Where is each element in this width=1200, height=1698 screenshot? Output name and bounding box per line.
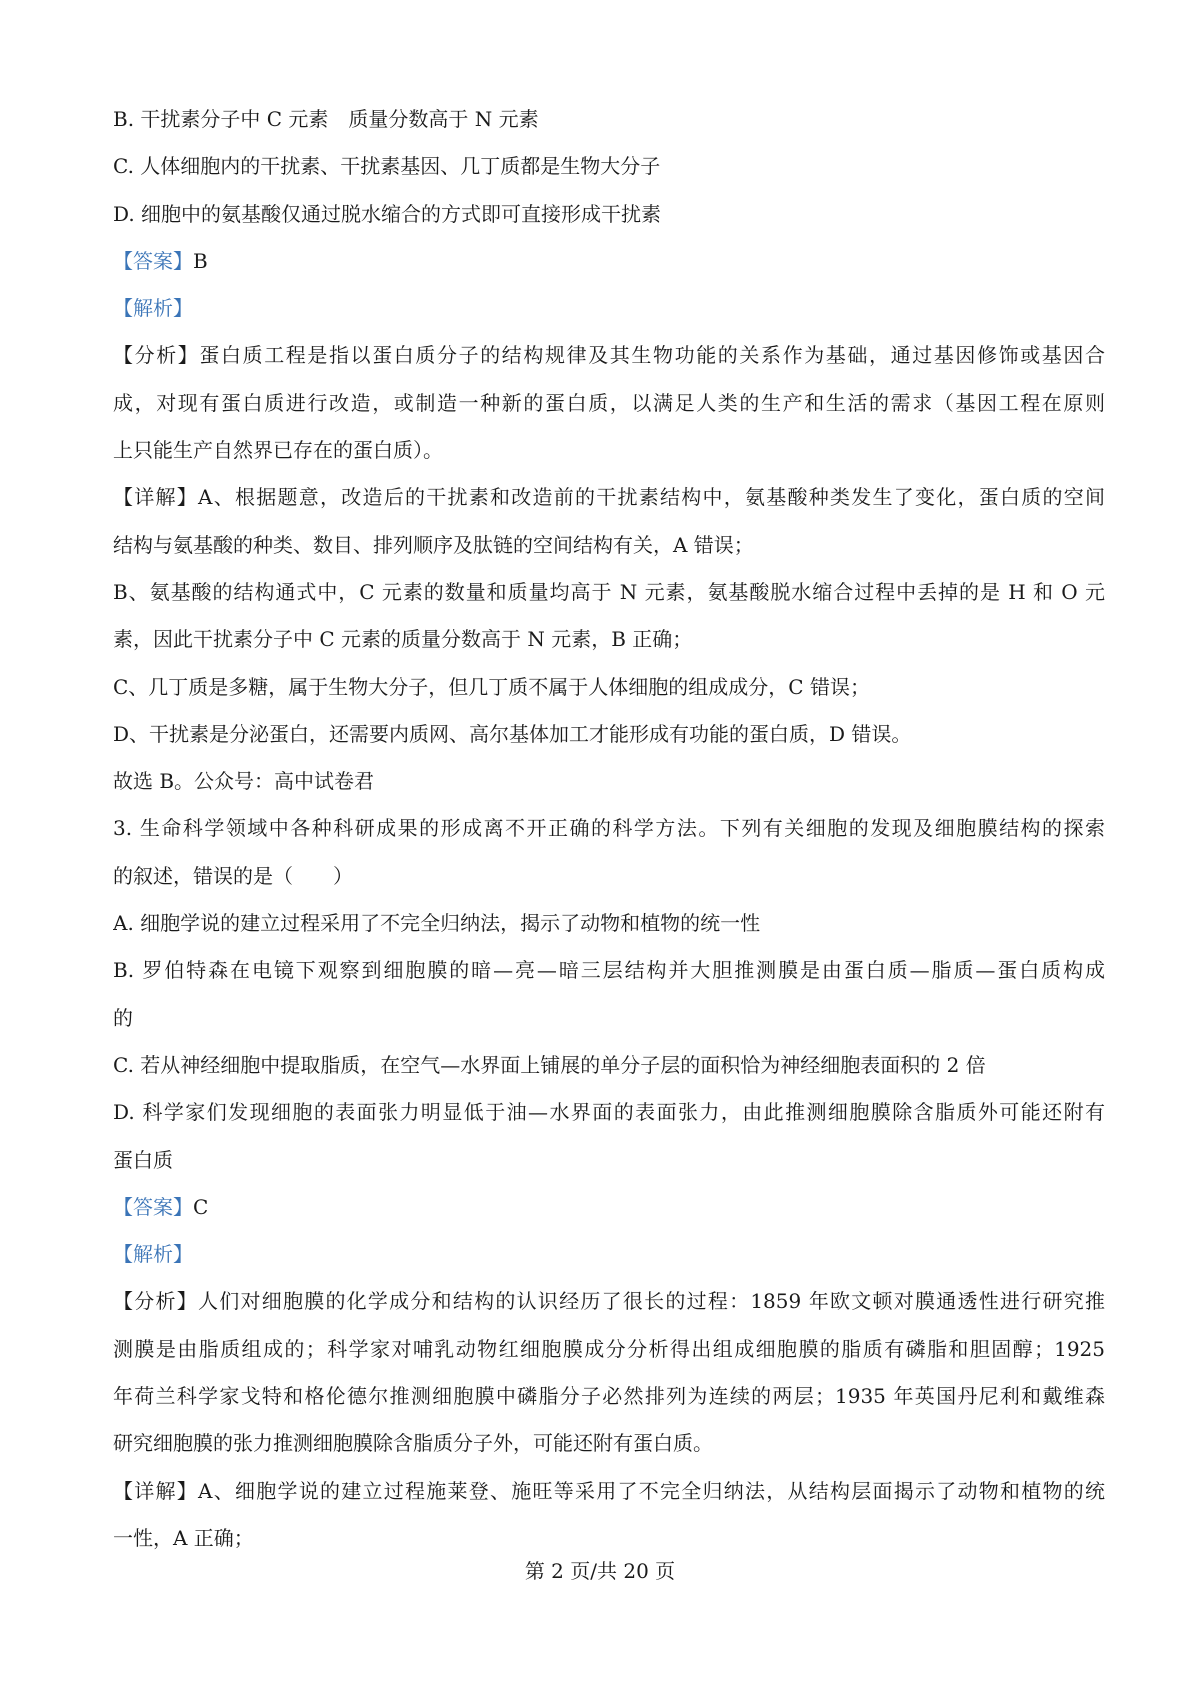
q2-option-b: B. 干扰素分子中 C 元素 质量分数高于 N 元素 xyxy=(113,107,539,131)
q3-detail-line: 【详解】A、细胞学说的建立过程施莱登、施旺等采用了不完全归纳法，从结构层面揭示了动物和植物的统 xyxy=(113,1478,1105,1503)
q3-option-c: C. 若从神经细胞中提取脂质，在空气—水界面上铺展的单分子层的面积恰为神经细胞表面积的 2 倍 xyxy=(113,1052,986,1077)
page-footer: 第 2 页/共 20 页 xyxy=(524,1559,676,1583)
q2-answer xyxy=(113,238,1105,285)
q2-option-d: D. 细胞中的氨基酸仅通过脱水缩合的方式即可直接形成干扰素 xyxy=(113,201,662,226)
q2-detail-line: C、几丁质是多糖，属于生物大分子，但几丁质不属于人体细胞的组成成分，C 错误； xyxy=(113,674,870,699)
q3-analysis-tag: 【解析】 xyxy=(113,1242,193,1267)
q3-analysis-line: 年荷兰科学家戈特和格伦德尔推测细胞膜中磷脂分子必然排列为连续的两层；1935 年英国丹尼利和戴维森 xyxy=(113,1384,1105,1409)
q3-option-b-cont: 的 xyxy=(113,1005,133,1030)
answer-tag: 【答案】 xyxy=(113,1194,193,1219)
q2-option-c: C. 人体细胞内的干扰素、干扰素基因、几丁质都是生物大分子 xyxy=(113,154,661,179)
q2-detail-line: 素，因此干扰素分子中 C 元素的质量分数高于 N 元素，B 正确； xyxy=(113,627,693,652)
q3-option-d: D. 科学家们发现细胞的表面张力明显低于油—水界面的表面张力，由此推测细胞膜除含脂质外可能还附有 xyxy=(113,1100,1105,1125)
page-content xyxy=(113,96,1105,1562)
q2-conclusion: 故选 B。公众号：高中试卷君 xyxy=(113,769,375,794)
q3-analysis-line: 研究细胞膜的张力推测细胞膜除含脂质分子外，可能还附有蛋白质。 xyxy=(113,1431,713,1456)
q2-detail-line: 【详解】A、根据题意，改造后的干扰素和改造前的干扰素结构中，氨基酸种类发生了变化，蛋白质的空间 xyxy=(113,485,1105,510)
answer-value: C xyxy=(193,1194,209,1219)
q2-analysis-line: 成，对现有蛋白质进行改造，或制造一种新的蛋白质，以满足人类的生产和生活的需求（基因工程在原则 xyxy=(113,390,1105,415)
q2-detail-line: D、干扰素是分泌蛋白，还需要内质网、高尔基体加工才能形成有功能的蛋白质，D 错误。 xyxy=(113,721,912,746)
q2-detail-line: B、氨基酸的结构通式中，C 元素的数量和质量均高于 N 元素，氨基酸脱水缩合过程中丢掉的是 H 和 O 元 xyxy=(113,579,1105,604)
q3-option-a: A. 细胞学说的建立过程采用了不完全归纳法，揭示了动物和植物的统一性 xyxy=(113,911,761,936)
q3-answer xyxy=(113,1184,1105,1231)
q2-analysis-line: 【分析】蛋白质工程是指以蛋白质分子的结构规律及其生物功能的关系作为基础，通过基因修饰或基因合 xyxy=(113,343,1105,368)
q2-analysis-line: 上只能生产自然界已存在的蛋白质）。 xyxy=(113,438,443,463)
answer-tag: 【答案】 xyxy=(113,248,193,273)
answer-value: B xyxy=(193,248,208,273)
q2-analysis-tag: 【解析】 xyxy=(113,296,193,321)
q3-detail-line: 一性，A 正确； xyxy=(113,1525,254,1550)
q3-analysis-line: 测膜是由脂质组成的；科学家对哺乳动物红细胞膜成分分析得出组成细胞膜的脂质有磷脂和胆固醇；1925 xyxy=(113,1336,1105,1361)
q3-option-b: B. 罗伯特森在电镜下观察到细胞膜的暗—亮—暗三层结构并大胆推测膜是由蛋白质—脂质—蛋白质构成 xyxy=(113,958,1105,983)
q3-stem-line: 3. 生命科学领域中各种科研成果的形成离不开正确的科学方法。下列有关细胞的发现及细胞膜结构的探索 xyxy=(113,816,1105,841)
q2-detail-line: 结构与氨基酸的种类、数目、排列顺序及肽链的空间结构有关，A 错误； xyxy=(113,532,754,557)
q3-option-d-cont: 蛋白质 xyxy=(113,1147,173,1172)
q3-stem-line: 的叙述，错误的是（ ） xyxy=(113,863,353,888)
q3-analysis-line: 【分析】人们对细胞膜的化学成分和结构的认识经历了很长的过程：1859 年欧文顿对膜通透性进行研究推 xyxy=(113,1289,1105,1314)
